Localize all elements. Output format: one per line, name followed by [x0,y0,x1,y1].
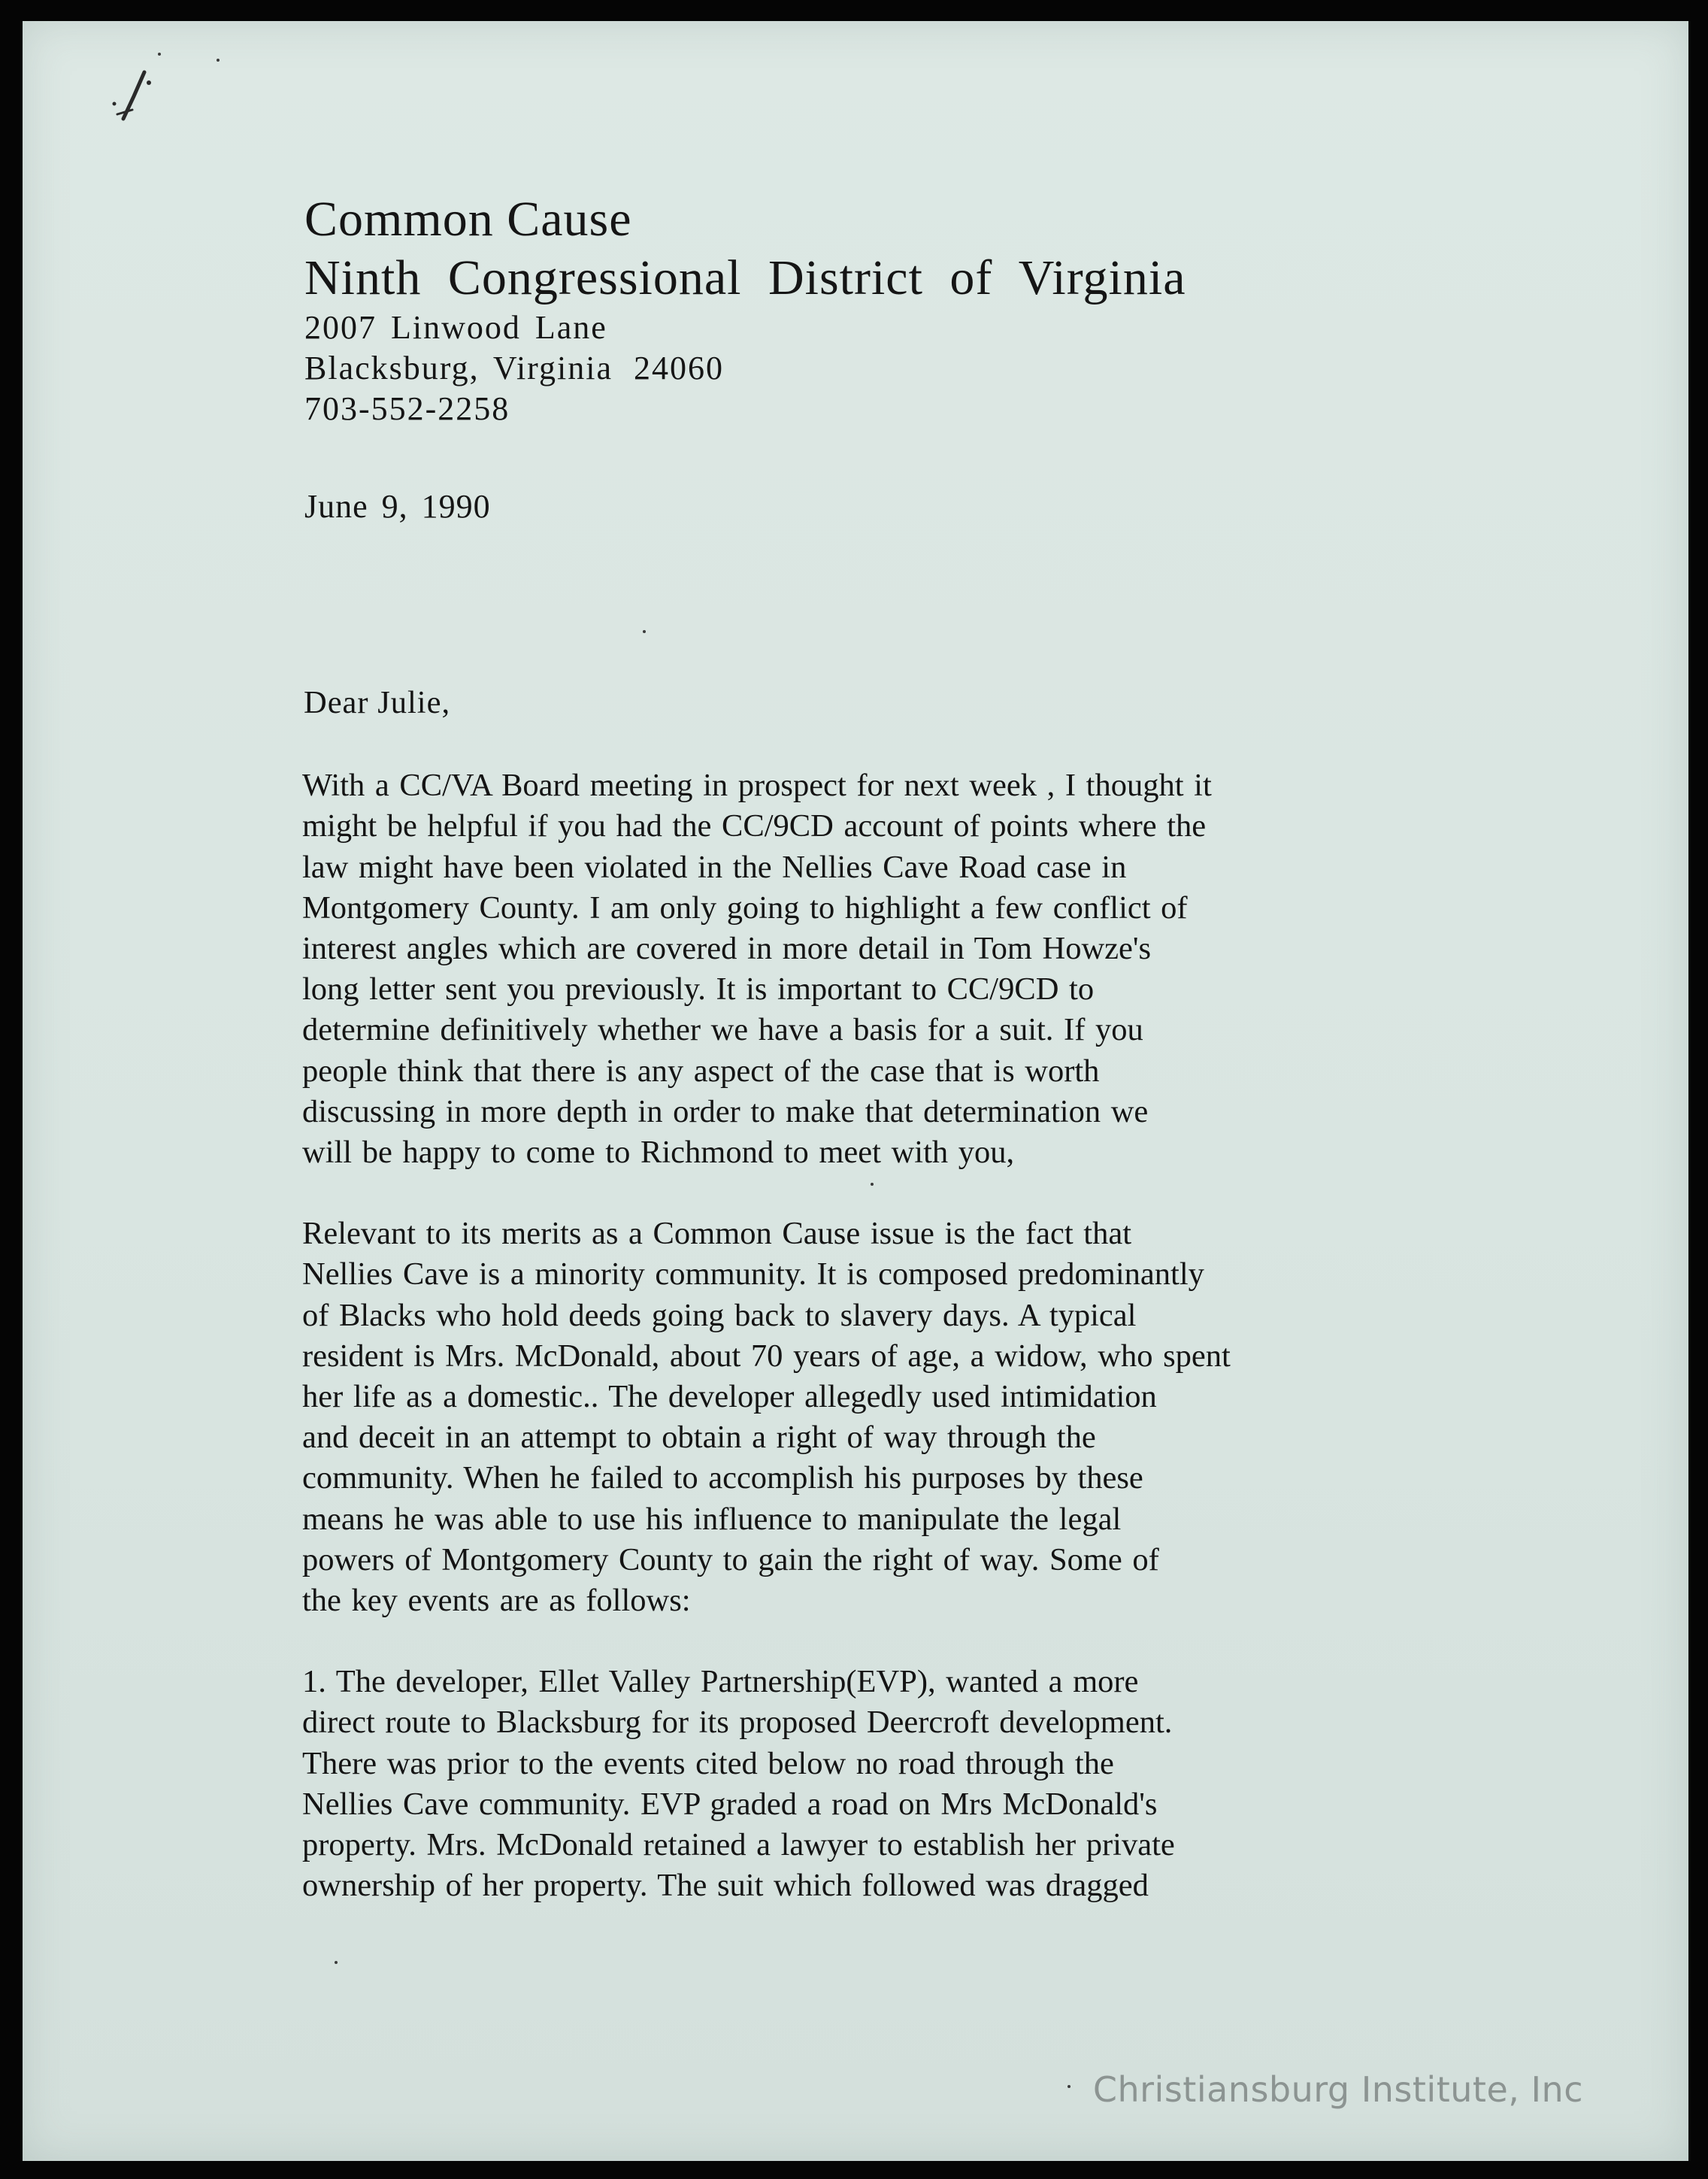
paragraph-line: ownership of her property. The suit which followed was dragged [302,1868,1149,1904]
district-name: Ninth Congressional District of Virginia [304,250,1186,305]
paragraph-line: might be helpful if you had the CC/9CD account of points where the [302,808,1207,844]
salutation: Dear Julie, [304,685,451,720]
body-paragraph [302,765,1505,1173]
paragraph-line: discussing in more depth in order to make that determination we [302,1093,1149,1129]
body-paragraph [302,1662,1505,1906]
paragraph-line: There was prior to the events cited below no road through the [302,1745,1114,1781]
speck [335,1961,338,1964]
city-state: Blacksburg, Virginia [304,350,613,386]
pen-mark [105,66,158,126]
paragraph-line: people think that there is any aspect of the case that is worth [302,1053,1100,1089]
paragraph-line: will be happy to come to Richmond to meet with you, [302,1135,1015,1171]
paragraph-line: means he was able to use his influence to manipulate the legal [302,1501,1122,1537]
paragraph-line: of Blacks who hold deeds going back to slavery days. A typical [302,1297,1137,1333]
paragraph-line: Nellies Cave is a minority community. It is composed predominantly [302,1256,1204,1293]
paragraph-line: With a CC/VA Board meeting in prospect for next week , I thought it [302,768,1212,804]
paragraph-line: law might have been violated in the Nellies Cave Road case in [302,849,1127,885]
paragraph-line: long letter sent you previously. It is important to CC/9CD to [302,971,1095,1008]
paragraph-line: Nellies Cave community. EVP graded a road on Mrs McDonald's [302,1786,1158,1822]
paragraph-line: interest angles which are covered in more detail in Tom Howze's [302,931,1152,967]
paragraph-line: powers of Montgomery County to gain the right of way. Some of [302,1541,1159,1577]
paragraph-line: resident is Mrs. McDonald, about 70 years of age, a widow, who spent [302,1338,1231,1374]
paragraph-line: and deceit in an attempt to obtain a right of way through the [302,1420,1096,1456]
phone-number: 703-552-2258 [304,390,510,427]
paragraph-line: Relevant to its merits as a Common Cause issue is the fact that [302,1216,1132,1252]
paragraphs [302,765,1505,1906]
paragraph-line: direct route to Blacksburg for its proposed Deercroft development. [302,1705,1173,1741]
paragraph-line: her life as a domestic.. The developer allegedly used intimidation [302,1379,1157,1415]
city-state-zip [304,348,1186,389]
letter-date: June 9, 1990 [304,488,491,525]
paragraph-line: the key events are as follows: [302,1583,691,1619]
paragraph-line: community. When he failed to accomplish his purposes by these [302,1460,1143,1496]
street-address: 2007 Linwood Lane [304,309,607,346]
letter-body [302,683,1505,1947]
paragraph-line: Montgomery County. I am only going to highlight a few conflict of [302,889,1188,926]
zip-code: 24060 [634,350,725,386]
archive-watermark: Christiansburg Institute, Inc [1092,2069,1583,2110]
organization-name: Common Cause [304,192,632,247]
speck [643,630,646,633]
speck [217,59,220,62]
paragraph-line: 1. The developer, Ellet Valley Partnership(EVP), wanted a more [302,1664,1139,1700]
letter-page [23,21,1688,2161]
speck [1068,2085,1071,2088]
paragraph-line: determine definitively whether we have a basis for a suit. If you [302,1012,1143,1048]
paragraph-line: property. Mrs. McDonald retained a lawyer to establish her private [302,1827,1175,1863]
body-paragraph [302,1214,1505,1621]
letterhead [304,190,1186,429]
speck [158,53,161,56]
